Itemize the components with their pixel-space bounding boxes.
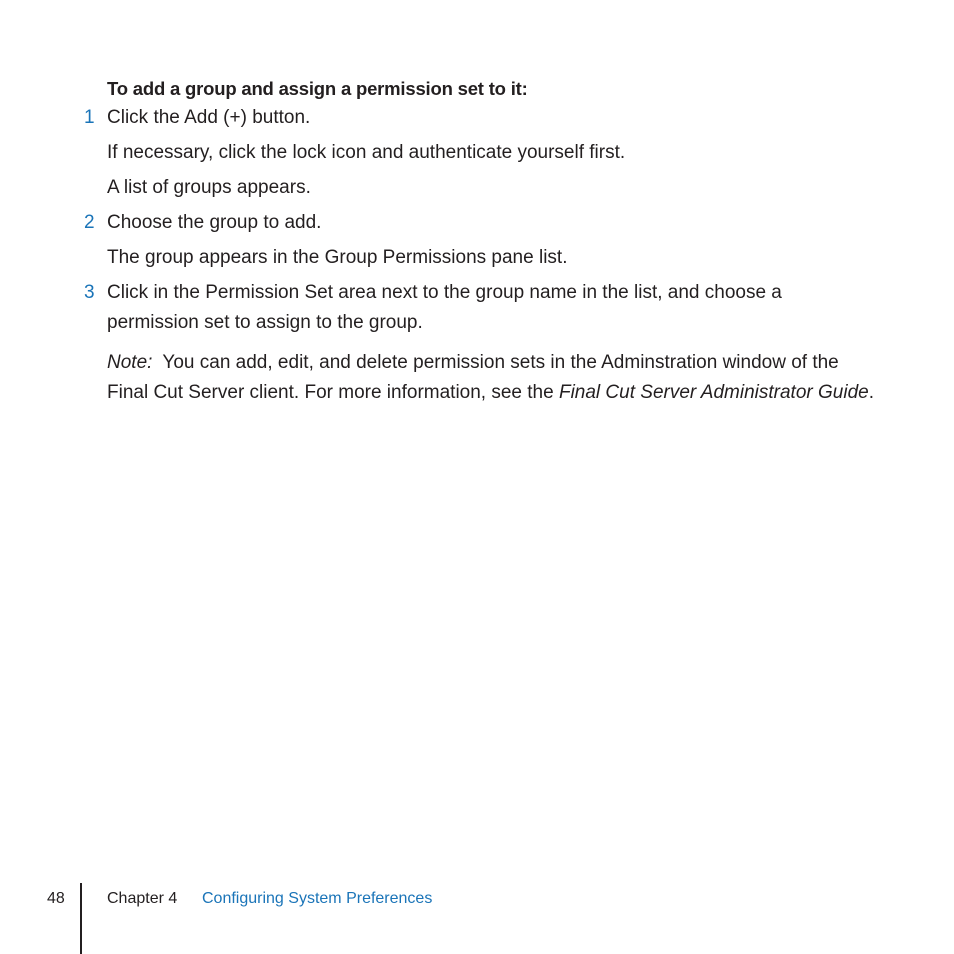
step-number-2: 2 <box>84 212 95 233</box>
step-text-3-line-1: Click in the Permission Set area next to the group name in the list, and choose a <box>107 282 782 303</box>
chapter-label: Chapter 4 <box>107 890 178 907</box>
note-text: You can add, edit, and delete permission sets in the Adminstration window of the <box>162 352 839 373</box>
note-text-suffix: . <box>868 382 874 403</box>
footer-divider <box>80 883 82 954</box>
chapter-title: Configuring System Preferences <box>202 890 433 907</box>
note-line-2 <box>107 378 874 408</box>
note-text-prefix: Final Cut Server client. For more information, see the <box>107 382 559 403</box>
guide-title: Final Cut Server Administrator Guide <box>558 382 869 403</box>
note-label: Note: <box>107 352 153 373</box>
step-text-3-line-2: permission set to assign to the group. <box>107 312 423 333</box>
page-number: 48 <box>47 890 65 907</box>
note-line-1 <box>107 348 839 378</box>
step-number-3: 3 <box>84 282 95 303</box>
step-text-1: Click the Add (+) button. <box>107 107 311 128</box>
step-2-detail-1: The group appears in the Group Permissions pane list. <box>107 247 568 268</box>
procedure-heading: To add a group and assign a permission set to it: <box>107 78 528 99</box>
step-number-1: 1 <box>84 107 95 128</box>
step-1-detail-1: If necessary, click the lock icon and authenticate yourself first. <box>107 142 626 163</box>
step-text-2: Choose the group to add. <box>107 212 322 233</box>
step-1-detail-2: A list of groups appears. <box>107 177 311 198</box>
